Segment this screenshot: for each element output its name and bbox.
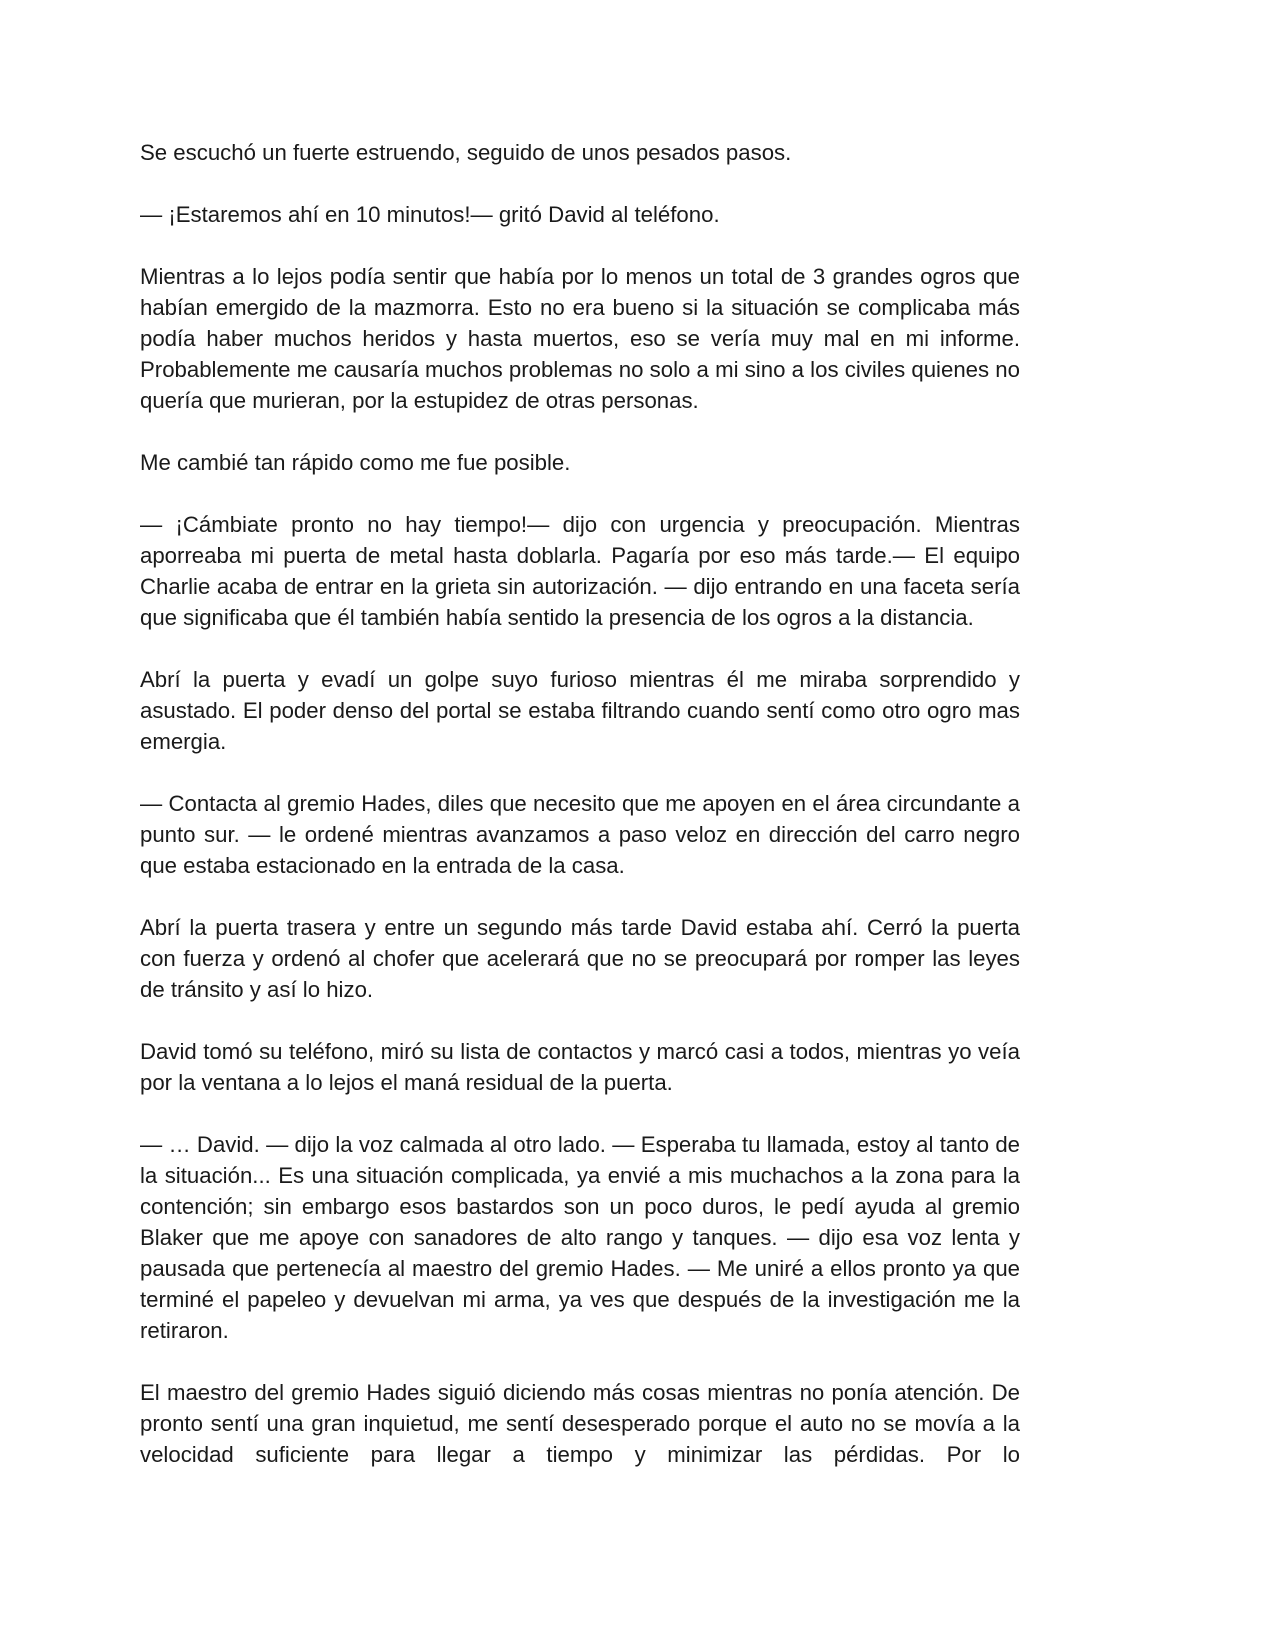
paragraph-5: — ¡Cámbiate pronto no hay tiempo!— dijo con urgencia y preocupación. Mientras aporreaba mi puerta de metal hasta doblarla. Pagaría por eso más tarde.— El equipo Charlie acaba de entrar en la grieta sin autorización. — dijo entrando en una faceta sería que significaba que él también había sentido la presencia de los ogros a la distancia.	[140, 512, 1020, 630]
paragraph-10: — … David. — dijo la voz calmada al otro lado. — Esperaba tu llamada, estoy al tanto de la situación... Es una situación complicada, ya envié a mis muchachos a la zona para la contención; sin embargo esos bastardos son un poco duros, le pedí ayuda al gremio Blaker que me apoye con sanadores de alto rango y tanques. — dijo esa voz lenta y pausada que pertenecía al maestro del gremio Hades. — Me uniré a ellos pronto ya que terminé el papeleo y devuelvan mi arma, ya ves que después de la investigación me la retiraron.	[140, 1132, 1020, 1343]
paragraph-1: Se escuchó un fuerte estruendo, seguido de unos pesados pasos.	[140, 140, 792, 165]
paragraph-7: — Contacta al gremio Hades, diles que necesito que me apoyen en el área circundante a punto sur. — le ordené mientras avanzamos a paso veloz en dirección del carro negro que estaba estacionado en la entrada de la casa.	[140, 791, 1020, 878]
paragraph-4: Me cambié tan rápido como me fue posible.	[140, 450, 571, 475]
paragraph-6: Abrí la puerta y evadí un golpe suyo furioso mientras él me miraba sorprendido y asustado. El poder denso del portal se estaba filtrando cuando sentí como otro ogro mas emergia.	[140, 667, 1020, 754]
paragraph-3: Mientras a lo lejos podía sentir que había por lo menos un total de 3 grandes ogros que habían emergido de la mazmorra. Esto no era bueno si la situación se complicaba más podía haber muchos heridos y hasta muertos, eso se vería muy mal en mi informe. Probablemente me causaría muchos problemas no solo a mi sino a los civiles quienes no quería que murieran, por la estupidez de otras personas.	[140, 264, 1020, 413]
paragraph-2: — ¡Estaremos ahí en 10 minutos!— gritó David al teléfono.	[140, 202, 720, 227]
paragraph-11: El maestro del gremio Hades siguió diciendo más cosas mientras no ponía atención. De pronto sentí una gran inquietud, me sentí desesperado porque el auto no se movía a la velocidad suficiente para llegar a tiempo y minimizar las pérdidas. Por lo	[140, 1380, 1020, 1467]
paragraph-9: David tomó su teléfono, miró su lista de contactos y marcó casi a todos, mientras yo veía por la ventana a lo lejos el maná residual de la puerta.	[140, 1039, 1020, 1095]
paragraph-8: Abrí la puerta trasera y entre un segundo más tarde David estaba ahí. Cerró la puerta con fuerza y ordenó al chofer que acelerará que no se preocupará por romper las leyes de tránsito y así lo hizo.	[140, 915, 1020, 1002]
document-body	[140, 137, 1020, 1470]
